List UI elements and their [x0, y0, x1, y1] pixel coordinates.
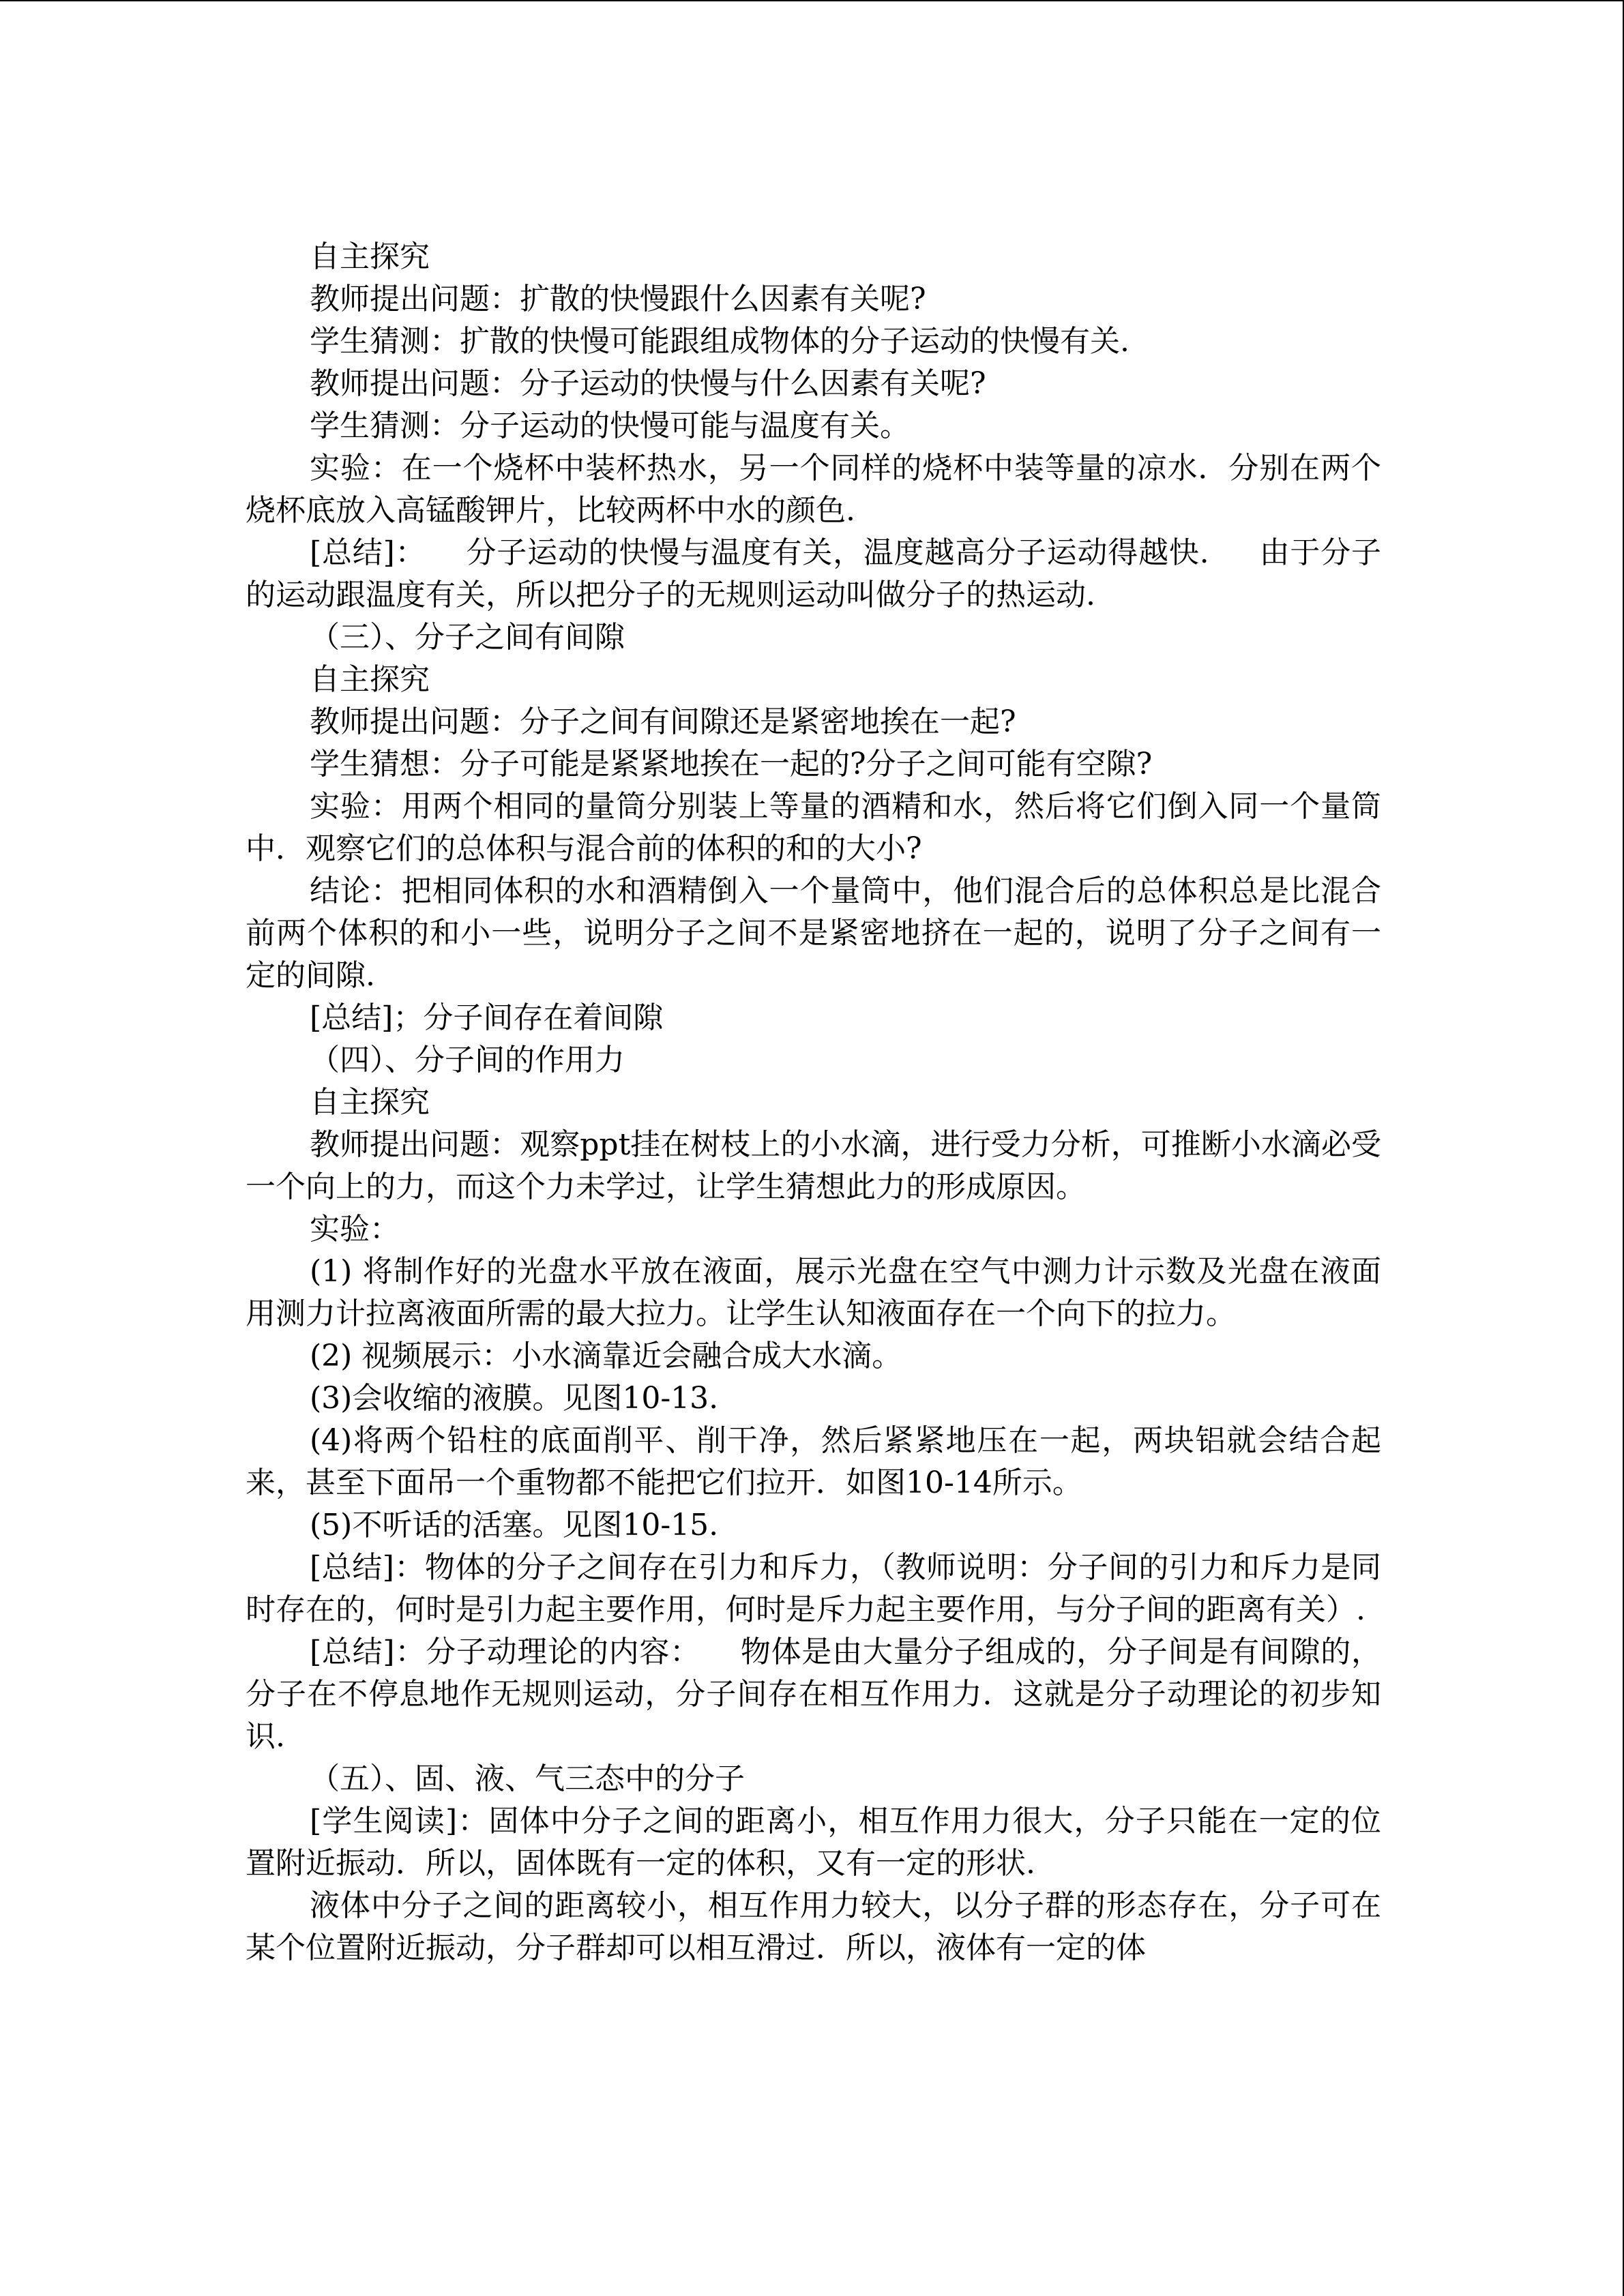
paragraph: (2) 视频展示：小水滴靠近会融合成大水滴。 — [310, 1339, 902, 1373]
paragraph: (5)不听话的活塞。见图10-15. — [310, 1508, 719, 1542]
paragraph: 教师提出问题：分子运动的快慢与什么因素有关呢? — [310, 366, 986, 401]
paragraph: 自主探究 — [310, 662, 430, 697]
paragraph: 教师提出问题：观察ppt挂在树枝上的小水滴，进行受力分析，可推断小水滴必受一个向上的力，而这个力未学过，让学生猜想此力的形成原因。 — [246, 1127, 1381, 1204]
paragraph: 自主探究 — [310, 239, 430, 274]
section-heading: （五）、固、液、气三态中的分子 — [310, 1761, 745, 1796]
paragraph: 实验：用两个相同的量筒分别装上等量的酒精和水，然后将它们倒入同一个量筒中．观察它们的总体积与混合前的体积的和的大小? — [246, 789, 1381, 866]
paragraph: (3)会收缩的液膜。见图10-13. — [310, 1381, 719, 1416]
paragraph: 实验： — [310, 1212, 400, 1247]
paragraph: 学生猜测：扩散的快慢可能跟组成物体的分子运动的快慢有关. — [310, 324, 1130, 359]
section-heading: （三）、分子之间有间隙 — [310, 620, 625, 655]
paragraph: [总结]： 分子运动的快慢与温度有关，温度越高分子运动得越快. 由于分子的运动跟温度有关，所以把分子的无规则运动叫做分子的热运动. — [246, 535, 1381, 612]
paragraph: (4)将两个铅柱的底面削平、削干净，然后紧紧地压在一起，两块铝就会结合起来，甚至下面吊一个重物都不能把它们拉开．如图10-14所示。 — [246, 1423, 1381, 1500]
paragraph: 自主探究 — [310, 1085, 430, 1120]
paragraph: 结论：把相同体积的水和酒精倒入一个量筒中，他们混合后的总体积总是比混合前两个体积的和小一些，说明分子之间不是紧密地挤在一起的，说明了分子之间有一定的间隙. — [246, 874, 1381, 993]
paragraph: 学生猜测：分子运动的快慢可能与温度有关。 — [310, 408, 910, 443]
paragraph: 教师提出问题：扩散的快慢跟什么因素有关呢? — [310, 282, 926, 316]
paragraph: [总结]：分子动理论的内容： 物体是由大量分子组成的，分子间是有间隙的，分子在不停息地作无规则运动，分子间存在相互作用力．这就是分子动理论的初步知识. — [246, 1635, 1381, 1754]
paragraph: [总结]；分子间存在着间隙 — [310, 1000, 664, 1035]
section-heading: （四）、分子间的作用力 — [310, 1043, 625, 1077]
paragraph: (1) 将制作好的光盘水平放在液面，展示光盘在空气中测力计示数及光盘在液面用测力计拉离液面所需的最大拉力。让学生认知液面存在一个向下的拉力。 — [246, 1254, 1381, 1331]
paragraph: 学生猜想：分子可能是紧紧地挨在一起的?分子之间可能有空隙? — [310, 747, 1153, 781]
paragraph: 液体中分子之间的距离较小，相互作用力较大，以分子群的形态存在，分子可在某个位置附近振动，分子群却可以相互滑过．所以，液体有一定的体 — [246, 1888, 1381, 1965]
paragraph: [总结]：物体的分子之间存在引力和斥力，（教师说明：分子间的引力和斥力是同时存在的，何时是引力起主要作用，何时是斥力起主要作用，与分子间的距离有关）. — [246, 1550, 1381, 1627]
paragraph: 实验：在一个烧杯中装杯热水，另一个同样的烧杯中装等量的凉水．分别在两个烧杯底放入高锰酸钾片，比较两杯中水的颜色. — [246, 451, 1381, 528]
paragraph: [学生阅读]：固体中分子之间的距离小，相互作用力很大，分子只能在一定的位置附近振动．所以，固体既有一定的体积，又有一定的形状. — [246, 1804, 1381, 1881]
document-body — [246, 236, 1381, 1969]
paragraph: 教师提出问题：分子之间有间隙还是紧密地挨在一起? — [310, 704, 1016, 739]
